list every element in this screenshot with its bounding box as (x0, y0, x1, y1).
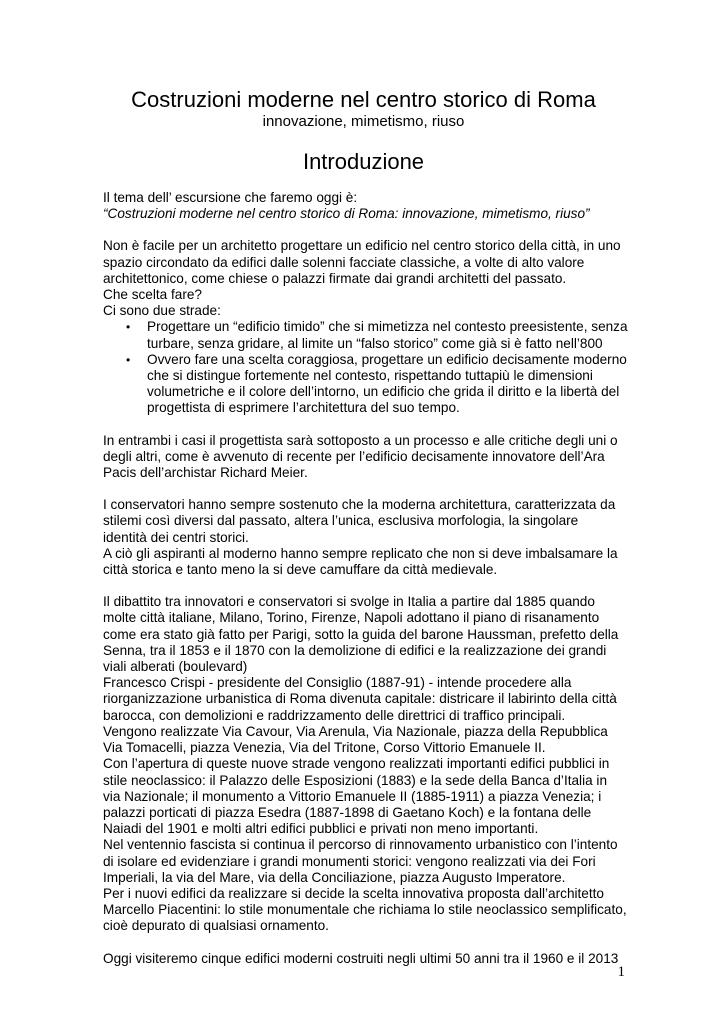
paragraph-line: Per i nuovi edifici da realizzare si decide la scelta innovativa proposta dall’architetto (103, 885, 604, 901)
options-list (103, 319, 633, 416)
paragraph-line: Francesco Crispi - presidente del Consiglio (1887-91) - intende procedere alla (103, 675, 572, 691)
paragraph-line: città storica e tanto meno la si deve camuffare da città medievale. (103, 562, 498, 578)
list-item (103, 319, 633, 351)
paragraph-line: Nel ventennio fascista si continua il percorso di rinnovamento urbanistico con l’intento (103, 837, 618, 853)
paragraph-line: Che scelta fare? (103, 287, 202, 303)
paragraph-5 (103, 951, 633, 967)
paragraph-line: Il dibattito tra innovatori e conservatori si svolge in Italia a partire dal 1885 quando (103, 594, 595, 610)
paragraph-1 (103, 238, 633, 319)
paragraph-line: barocca, con demolizioni e raddrizzamento delle direttrici di traffico principali. (103, 707, 566, 723)
paragraph-line: A ciò gli aspiranti al moderno hanno sempre replicato che non si deve imbalsamare la (103, 545, 618, 561)
paragraph-line: Pacis dell’archistar Richard Meier. (103, 465, 308, 481)
paragraph-line: Via Tomacelli, piazza Venezia, Via del Tritone, Corso Vittorio Emanuele II. (103, 740, 546, 756)
paragraph-line: Senna, tra il 1853 e il 1870 con la demolizione di edifici e la realizzazione dei grandi (103, 642, 607, 658)
intro-line: Il tema dell’ escursione che faremo oggi è: (103, 190, 358, 205)
page-number: 1 (617, 964, 625, 980)
paragraph-line: stile neoclassico: il Palazzo delle Esposizioni (1883) e la sede della Banca d’Italia in (103, 772, 608, 788)
paragraph-line: Con l’apertura di queste nuove strade vengono realizzati importanti edifici pubblici in (103, 756, 610, 772)
paragraph-line: Naiadi del 1901 e molti altri edifici pubblici e privati non meno importanti. (103, 821, 539, 837)
paragraph-line: cioè depurato di qualsiasi ornamento. (103, 918, 329, 934)
section-heading: Introduzione (302, 149, 425, 174)
paragraph-line: come era stato già fatto per Parigi, sotto la guida del barone Haussman, prefetto della (103, 626, 619, 642)
paragraph-line: Ci sono due strade: (103, 303, 221, 319)
list-item-line: turbare, senza gridare, al limite un “falso storico” come già si è fatto nell’800 (147, 335, 603, 351)
bullet-icon: • (126, 320, 131, 335)
list-item-line: che si distingue fortemente nel contesto, rispettando tuttapiù le dimensioni (147, 368, 593, 384)
document-body (103, 190, 633, 967)
paragraph-4 (103, 594, 633, 934)
paragraph-line: architettonico, come chiese o palazzi firmate dai grandi architetti del passato. (103, 270, 567, 286)
paragraph-line: via Nazionale; il monumento a Vittorio Emanuele II (1885-1911) a piazza Venezia; i (103, 788, 602, 804)
paragraph-line: viali alberati (boulevard) (103, 659, 248, 675)
paragraph-line: riorganizzazione urbanistica di Roma divenuta capitale: districare il labirinto della città (103, 691, 617, 707)
paragraph-line: stilemi così diversi dal passato, altera l’unica, esclusiva morfologia, la singolare (103, 513, 579, 529)
paragraph-line: Imperiali, la via del Mare, via della Conciliazione, piazza Augusto Imperatore. (103, 869, 566, 885)
document-title: Costruzioni moderne nel centro storico di Roma (131, 87, 596, 112)
paragraph-line: Non è facile per un architetto progettare un edificio nel centro storico della città, in uno (103, 238, 621, 254)
paragraph-3 (103, 497, 633, 578)
paragraph-2 (103, 433, 633, 482)
paragraph-line: di isolare ed evidenziare i grandi monumenti storici: vengono realizzati via dei Fori (103, 853, 596, 869)
paragraph-line: degli altri, come è avvenuto di recente per l’edificio decisamente innovatore dell’Ara (103, 448, 605, 464)
paragraph-line: Marcello Piacentini: lo stile monumentale che richiama lo stile neoclassico semplificato, (103, 902, 627, 918)
document-subtitle: innovazione, mimetismo, riuso (262, 113, 465, 130)
paragraph-line: palazzi porticati di piazza Esedra (1887-1898 di Gaetano Koch) e la fontana delle (103, 804, 592, 820)
paragraph-line: identità dei centri storici. (103, 529, 249, 545)
bullet-icon: • (126, 352, 131, 367)
paragraph-line: spazio circondato da edifici dalle solenni facciate classiche, a volte di alto valore (103, 254, 585, 270)
paragraph-line: In entrambi i casi il progettista sarà sottoposto a un processo e alle critiche degli uni o (103, 432, 618, 448)
paragraph-line: molte città italiane, Milano, Torino, Firenze, Napoli adottano il piano di risanamento (103, 610, 600, 626)
paragraph-line: Vengono realizzate Via Cavour, Via Arenula, Via Nazionale, piazza della Repubblica (103, 723, 608, 739)
list-item-line: Ovvero fare una scelta coraggiosa, progettare un edificio decisamente moderno (147, 351, 627, 367)
intro-quote: “Costruzioni moderne nel centro storico di Roma: innovazione, mimetismo, riuso” (103, 206, 590, 222)
paragraph-line: Oggi visiteremo cinque edifici moderni costruiti negli ultimi 50 anni tra il 1960 e il 2013 (103, 950, 619, 966)
list-item (103, 352, 633, 417)
list-item-line: Progettare un “edificio timido” che si mimetizza nel contesto preesistente, senza (147, 319, 628, 335)
list-item-line: volumetriche e il colore dell’intorno, un edificio che grida il diritto e la libertà del (147, 384, 620, 400)
paragraph-line: I conservatori hanno sempre sostenuto che la moderna architettura, caratterizzata da (103, 497, 616, 513)
list-item-line: progettista di esprimere l’architettura del suo tempo. (147, 400, 460, 416)
